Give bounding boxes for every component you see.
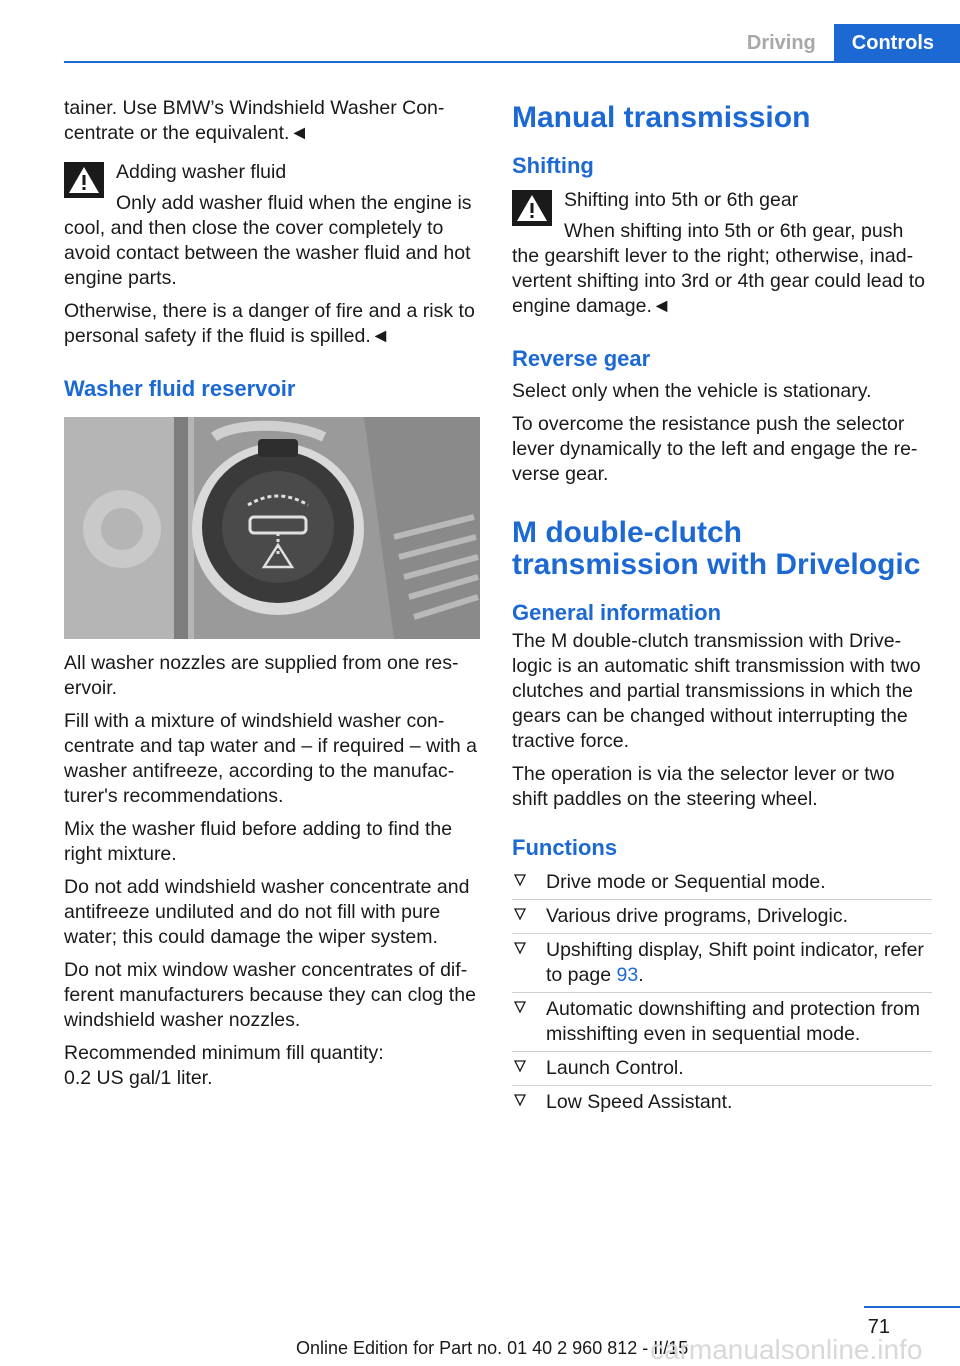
- general-info-heading: General information: [512, 600, 722, 625]
- edition-text: Online Edition for Part no. 01 40 2 960 812 - II/15: [296, 1338, 689, 1358]
- shift-warning-body: [512, 219, 932, 319]
- functions-heading: Functions: [512, 835, 618, 860]
- reservoir-p2: Fill with a mixture of windshield washer concentrate and tap water and – if required – with a washer antifreeze, according to the manufacturer's recommendations.: [64, 710, 478, 807]
- triangle-bullet-icon: [514, 874, 526, 886]
- mdct-heading-line1: M double-clutch: [512, 516, 742, 549]
- triangle-bullet-icon: [514, 908, 526, 920]
- header-tabs: [729, 24, 960, 62]
- mdct-heading: [512, 517, 932, 581]
- reverse-gear-heading: Reverse gear: [512, 346, 651, 371]
- warning-body-text: Only add washer fluid when the engine is cool, and then close the cover completely to avoid contact between the washer fluid and hot engine parts.: [64, 192, 472, 289]
- warning-title: Adding washer fluid: [116, 161, 287, 183]
- manual-transmission-heading: Manual transmission: [512, 101, 811, 134]
- triangle-bullet-icon: [514, 942, 526, 954]
- shift-warning-title: Shifting into 5th or 6th gear: [564, 189, 799, 211]
- list-item: Drive mode or Sequential mode.: [512, 866, 932, 899]
- reverse-p1: Select only when the vehicle is stationary.: [512, 380, 872, 402]
- page-ref-link[interactable]: 93: [616, 964, 639, 986]
- general-p1: The M double-clutch transmission with Drivelogic is an automatic shift transmission with two clutches and partial transmissions in which the gears can be changed without interrupting the tractive force.: [512, 630, 921, 752]
- watermark: carmanualsonline.info: [650, 1334, 923, 1365]
- functions-list: [512, 866, 932, 1119]
- mdct-heading-line2: transmission with Drivelogic: [512, 548, 921, 581]
- warning-icon: [64, 162, 104, 198]
- warning-body-2: Otherwise, there is a danger of fire and a risk to personal safety if the fluid is spilled.◄: [64, 300, 475, 347]
- warning-shifting: [512, 188, 932, 319]
- list-item: Launch Control.: [512, 1051, 932, 1085]
- reservoir-p5: Do not mix window washer concentrates of different manufacturers because they can clog the windshield washer nozzles.: [64, 959, 476, 1031]
- left-column: [64, 96, 482, 1091]
- shifting-heading: Shifting: [512, 153, 594, 178]
- warning-washer: [64, 160, 482, 349]
- reservoir-p1: All washer nozzles are supplied from one reservoir.: [64, 652, 459, 699]
- washer-reservoir-photo: [64, 417, 480, 639]
- fill-quantity: [64, 1041, 482, 1091]
- warning-body: [64, 191, 482, 291]
- reservoir-p4: Do not add windshield washer concentrate and antifreeze undiluted and do not fill with pure water; this could damage the wiper system.: [64, 876, 470, 948]
- header-rule: [64, 61, 960, 63]
- warning-icon: [512, 190, 552, 226]
- page-number: 71: [867, 1316, 890, 1338]
- general-p2: The operation is via the selector lever or two shift paddles on the steering wheel.: [512, 763, 895, 810]
- list-item: Automatic downshifting and protection from misshifting even in sequential mode.: [512, 992, 932, 1051]
- list-item: [512, 933, 932, 992]
- page-ref-suffix: .: [638, 964, 644, 986]
- list-item: Various drive programs, Drivelogic.: [512, 899, 932, 933]
- triangle-bullet-icon: [514, 1060, 526, 1072]
- list-item: Low Speed Assistant.: [512, 1085, 932, 1119]
- triangle-bullet-icon: [514, 1001, 526, 1013]
- shift-warning-body-text: When shifting into 5th or 6th gear, push the gearshift lever to the right; otherwise, inadvertent shifting into 3rd or 4th gear could lead to engine damage.◄: [512, 220, 926, 317]
- function-item-text: Upshifting display, Shift point indicator, refer to page: [546, 939, 924, 986]
- fill-value: 0.2 US gal/1 liter.: [64, 1067, 213, 1089]
- reservoir-heading: Washer fluid reservoir: [64, 376, 296, 401]
- reverse-p2: To overcome the resistance push the selector lever dynamically to the left and engage the reverse gear.: [512, 413, 918, 485]
- reservoir-p3: Mix the washer fluid before adding to find the right mixture.: [64, 818, 453, 865]
- right-column: [512, 96, 932, 1119]
- tab-controls[interactable]: Controls: [834, 24, 960, 62]
- footer-rule: [864, 1306, 960, 1308]
- tab-driving[interactable]: Driving: [729, 24, 834, 62]
- triangle-bullet-icon: [514, 1094, 526, 1106]
- fill-label: Recommended minimum fill quantity:: [64, 1042, 384, 1064]
- intro-text: tainer. Use BMW’s Windshield Washer Concentrate or the equivalent.◄: [64, 97, 445, 144]
